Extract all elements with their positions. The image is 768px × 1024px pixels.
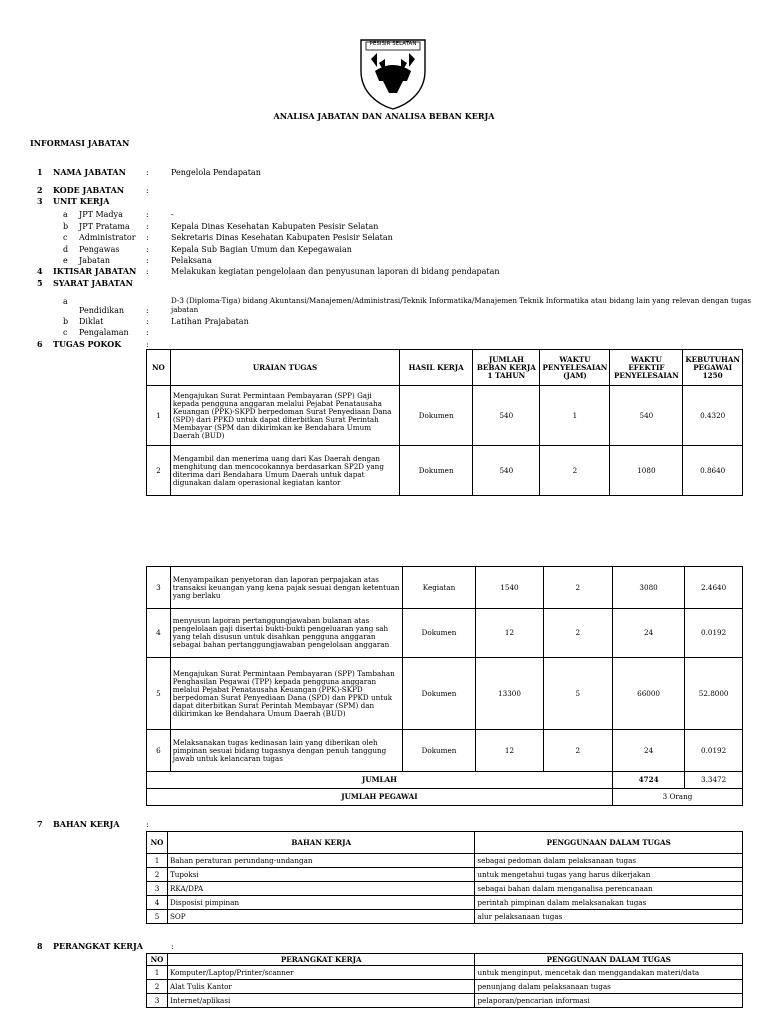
header-no: NO — [147, 832, 168, 854]
header-line: PEGAWAI — [693, 362, 733, 372]
section-label: PERANGKAT KERJA — [53, 941, 143, 951]
cell-efektif: 24 — [612, 609, 684, 658]
cell-kebutuhan: 2.4640 — [685, 567, 743, 609]
field-colon: : — [146, 317, 149, 326]
cell-no: 1 — [147, 854, 168, 868]
field-no: 6 — [37, 339, 43, 349]
table-row — [147, 896, 743, 910]
table-row — [147, 910, 743, 924]
field-colon: : — [146, 245, 149, 254]
cell-uraian: Menyampaikan penyetoran dan laporan perpajakan atas transaksi keuangan yang kena pajak sesuai dengan ketentuan yang berlaku — [170, 567, 402, 609]
cell-guna: alur pelaksanaan tugas — [475, 910, 743, 924]
field-value: Kepala Sub Bagian Umum dan Kepegawaian — [171, 245, 352, 254]
field-no: b — [63, 222, 69, 231]
header-line: WAKTU — [630, 354, 662, 364]
header-line: BEBAN KERJA — [476, 362, 536, 372]
pegawai-row — [147, 789, 743, 806]
cell-no: 6 — [147, 730, 171, 772]
cell-guna: sebagai bahan dalam menganalisa perencanaan — [475, 882, 743, 896]
cell-no: 4 — [147, 896, 168, 910]
field-label: Pengawas — [79, 245, 120, 254]
table-header-row — [147, 832, 743, 854]
header-line: EFEKTIF — [628, 362, 665, 372]
field-colon: : — [146, 328, 149, 337]
section-no: 7 — [37, 819, 43, 829]
field-value: D-3 (Diploma-Tiga) bidang Akuntansi/Manajemen/Administrasi/Teknik Informatika/Manajemen Teknik Informatika atau bidang lain yang relevan dengan tugas — [171, 296, 752, 305]
header-no: NO — [147, 954, 168, 966]
cell-hasil: Kegiatan — [402, 567, 476, 609]
jumlah-pegawai-label: JUMLAH PEGAWAI — [147, 789, 613, 806]
header-waktu — [540, 350, 610, 386]
cell-efektif: 24 — [612, 730, 684, 772]
cell-waktu: 2 — [543, 730, 612, 772]
cell-no: 2 — [147, 446, 171, 496]
cell-hasil: Dokumen — [402, 609, 476, 658]
section-colon: : — [146, 820, 149, 829]
field-no: c — [63, 328, 68, 337]
field-value: Sekretaris Dinas Kesehatan Kabupaten Pesisir Selatan — [171, 233, 393, 242]
table-row — [147, 609, 743, 658]
cell-waktu: 2 — [540, 446, 610, 496]
cell-efektif: 1080 — [610, 446, 683, 496]
cell-no: 3 — [147, 994, 168, 1008]
field-label: Pendidikan — [79, 306, 125, 315]
cell-no: 5 — [147, 658, 171, 730]
cell-no: 5 — [147, 910, 168, 924]
cell-beban: 540 — [473, 386, 540, 446]
field-label: Pengalaman — [79, 328, 129, 337]
cell-uraian: Melaksanakan tugas kedinasan lain yang diberikan oleh pimpinan sesuai bidang tugasnya dengan penuh tanggung jawab untuk kelancaran tugas — [170, 730, 402, 772]
field-no: 5 — [37, 278, 43, 288]
cell-bahan: Bahan peraturan perundang-undangan — [167, 854, 474, 868]
crest-emblem-icon — [357, 37, 429, 111]
field-value-cont: jabatan — [171, 305, 199, 314]
cell-beban: 12 — [476, 609, 543, 658]
section-colon: : — [171, 942, 174, 951]
cell-kebutuhan: 52.8000 — [685, 658, 743, 730]
field-colon: : — [146, 168, 149, 177]
header-line: 1 TAHUN — [487, 370, 526, 380]
cell-hasil: Dokumen — [402, 730, 476, 772]
section-title: INFORMASI JABATAN — [30, 138, 130, 148]
cell-bahan: Disposisi pimpinan — [167, 896, 474, 910]
cell-beban: 540 — [473, 446, 540, 496]
cell-hasil: Dokumen — [400, 386, 473, 446]
header-line: WAKTU — [559, 354, 591, 364]
field-label: Diklat — [79, 317, 104, 326]
cell-no: 1 — [147, 386, 171, 446]
cell-kebutuhan: 0.4320 — [683, 386, 743, 446]
perangkat-kerja-table — [146, 953, 743, 1008]
header-line: (JAM) — [563, 370, 587, 380]
cell-no: 3 — [147, 567, 171, 609]
field-no: e — [63, 256, 68, 265]
field-label: UNIT KERJA — [53, 196, 110, 206]
field-colon: : — [146, 233, 149, 242]
cell-perangkat: Internet/aplikasi — [167, 994, 475, 1008]
table-row — [147, 567, 743, 609]
field-colon: : — [146, 210, 149, 219]
header-beban — [473, 350, 540, 386]
header-efektif — [610, 350, 683, 386]
crest-banner-text: PESISIR SELATAN — [369, 41, 417, 47]
field-value: - — [171, 210, 174, 219]
table-row — [147, 882, 743, 896]
field-label: KODE JABATAN — [53, 185, 125, 195]
field-no: 2 — [37, 185, 43, 195]
cell-bahan: Tupoksi — [167, 868, 474, 882]
cell-bahan: RKA/DPA — [167, 882, 474, 896]
cell-no: 2 — [147, 868, 168, 882]
field-label: NAMA JABATAN — [53, 167, 126, 177]
table-row — [147, 994, 743, 1008]
header-no: NO — [147, 350, 171, 386]
field-no: 4 — [37, 266, 43, 276]
cell-no: 1 — [147, 966, 168, 980]
table-row — [147, 854, 743, 868]
table-row — [147, 446, 743, 496]
field-label: Jabatan — [79, 256, 111, 265]
field-no: a — [63, 297, 68, 306]
cell-guna: sebagai pedoman dalam pelaksanaan tugas — [475, 854, 743, 868]
table-row — [147, 730, 743, 772]
cell-efektif: 3080 — [612, 567, 684, 609]
cell-guna: untuk mengetahui tugas yang harus dikerjakan — [475, 868, 743, 882]
field-label: SYARAT JABATAN — [53, 278, 133, 288]
table-row — [147, 966, 743, 980]
cell-kebutuhan: 0.0192 — [685, 730, 743, 772]
field-colon: : — [146, 267, 149, 276]
field-no: c — [63, 233, 68, 242]
cell-uraian: menyusun laporan pertanggungjawaban bulanan atas pengelolaan gaji disertai bukti-bukti pengeluaran yang sah yang telah disusun untuk disahkan pengguna anggaran sebagai bahan pertanggungjawaban pengelolaan anggaran — [170, 609, 402, 658]
cell-waktu: 5 — [543, 658, 612, 730]
cell-guna: penunjang dalam pelaksanaan tugas — [475, 980, 743, 994]
cell-perangkat: Komputer/Laptop/Printer/scanner — [167, 966, 475, 980]
total-row — [147, 772, 743, 789]
jumlah-kebutuhan: 3.3472 — [685, 772, 743, 789]
header-perangkat: PERANGKAT KERJA — [167, 954, 475, 966]
header-line: JUMLAH — [488, 354, 524, 364]
field-label: TUGAS POKOK — [53, 339, 122, 349]
field-no: 1 — [37, 167, 43, 177]
cell-beban: 12 — [476, 730, 543, 772]
field-value: Kepala Dinas Kesehatan Kabupaten Pesisir Selatan — [171, 222, 379, 231]
cell-efektif: 66000 — [612, 658, 684, 730]
header-kebutuhan — [683, 350, 743, 386]
cell-hasil: Dokumen — [400, 446, 473, 496]
cell-kebutuhan: 0.8640 — [683, 446, 743, 496]
header-guna: PENGGUNAAN DALAM TUGAS — [475, 832, 743, 854]
field-label: Administrator — [79, 233, 136, 242]
cell-guna: perintah pimpinan dalam melaksanakan tugas — [475, 896, 743, 910]
cell-kebutuhan: 0.0192 — [685, 609, 743, 658]
cell-no: 2 — [147, 980, 168, 994]
jumlah-pegawai-value: 3 Orang — [612, 789, 742, 806]
cell-efektif: 540 — [610, 386, 683, 446]
header-uraian: URAIAN TUGAS — [170, 350, 399, 386]
pesisir-selatan-crest — [357, 37, 429, 111]
table-row — [147, 980, 743, 994]
cell-no: 4 — [147, 609, 171, 658]
bahan-kerja-table — [146, 831, 743, 924]
table-row — [147, 658, 743, 730]
field-colon: : — [146, 340, 149, 349]
table-header-row — [147, 350, 743, 386]
section-label: BAHAN KERJA — [53, 819, 120, 829]
cell-waktu: 1 — [540, 386, 610, 446]
tugas-pokok-table — [146, 349, 743, 496]
cell-beban: 1540 — [476, 567, 543, 609]
header-line: PENYELESAIAN — [613, 370, 679, 380]
field-label: IKTISAR JABATAN — [53, 266, 137, 276]
cell-uraian: Mengambil dan menerima uang dari Kas Daerah dengan menghitung dan mencocokannya berdasarkan SP2D yang diterima dari Bendahara Umum Daerah untuk dapat digunakan dalam operasional kegiatan kantor — [170, 446, 399, 496]
header-guna: PENGGUNAAN DALAM TUGAS — [475, 954, 743, 966]
field-no: 3 — [37, 196, 43, 206]
field-value: Melakukan kegiatan pengelolaan dan penyusunan laporan di bidang pendapatan — [171, 267, 500, 276]
cell-uraian: Mengajukan Surat Permintaan Pembayaran (SPP) Gaji kepada pengguna anggaran melalui Pejabat Penatausaha Keuangan (PPK)-SKPD berpedoman Surat Penyediaan Dana (SPD) dari PPKD untuk dapat diterbitkan Surat Perintah Membayar (SPM dan dikirimkan ke Bendahara Umum Daerah (BUD) — [170, 386, 399, 446]
field-colon: : — [146, 306, 149, 315]
header-bahan: BAHAN KERJA — [167, 832, 474, 854]
field-label: JPT Pratama — [79, 222, 130, 231]
field-no: d — [63, 245, 69, 254]
cell-perangkat: Alat Tulis Kantor — [167, 980, 475, 994]
cell-waktu: 2 — [543, 609, 612, 658]
table-row — [147, 386, 743, 446]
table-header-row — [147, 954, 743, 966]
field-colon: : — [146, 256, 149, 265]
cell-beban: 13300 — [476, 658, 543, 730]
field-colon: : — [146, 222, 149, 231]
field-label: JPT Madya — [79, 210, 123, 219]
cell-guna: pelaporan/pencarian informasi — [475, 994, 743, 1008]
cell-hasil: Dokumen — [402, 658, 476, 730]
section-no: 8 — [37, 941, 43, 951]
field-value: Pengelola Pendapatan — [171, 168, 261, 177]
header-line: PENYELESAIAN — [542, 362, 608, 372]
jumlah-efektif: 4724 — [612, 772, 684, 789]
field-colon: : — [146, 186, 149, 195]
field-no: b — [63, 317, 69, 326]
cell-no: 3 — [147, 882, 168, 896]
tugas-pokok-table-continued — [146, 566, 743, 806]
header-line: KEBUTUHAN — [685, 354, 740, 364]
table-row — [147, 868, 743, 882]
field-no: a — [63, 210, 68, 219]
cell-waktu: 2 — [543, 567, 612, 609]
header-hasil: HASIL KERJA — [400, 350, 473, 386]
field-value: Pelaksana — [171, 256, 212, 265]
field-value: Latihan Prajabatan — [171, 317, 249, 326]
document-title: ANALISA JABATAN DAN ANALISA BEBAN KERJA — [273, 111, 495, 121]
cell-uraian: Mengajukan Surat Permintaan Pembayaran (SPP) Tambahan Penghasilan Pegawai (TPP) kepada pengguna anggaran melalui Pejabat Penatausaha Keuangan (PPK)-SKPD berpedoman Surat Penyediaan Dana (SPD) dan PPKD untuk dapat diterbitkan Surat Perintah Membayar (SPM) dan dikirimkan ke Bendahara Umum Daerah (BUD) — [170, 658, 402, 730]
cell-bahan: SOP — [167, 910, 474, 924]
cell-guna: untuk menginput, mencetak dan menggandakan materi/data — [475, 966, 743, 980]
header-line: 1250 — [702, 370, 723, 380]
jumlah-label: JUMLAH — [147, 772, 613, 789]
